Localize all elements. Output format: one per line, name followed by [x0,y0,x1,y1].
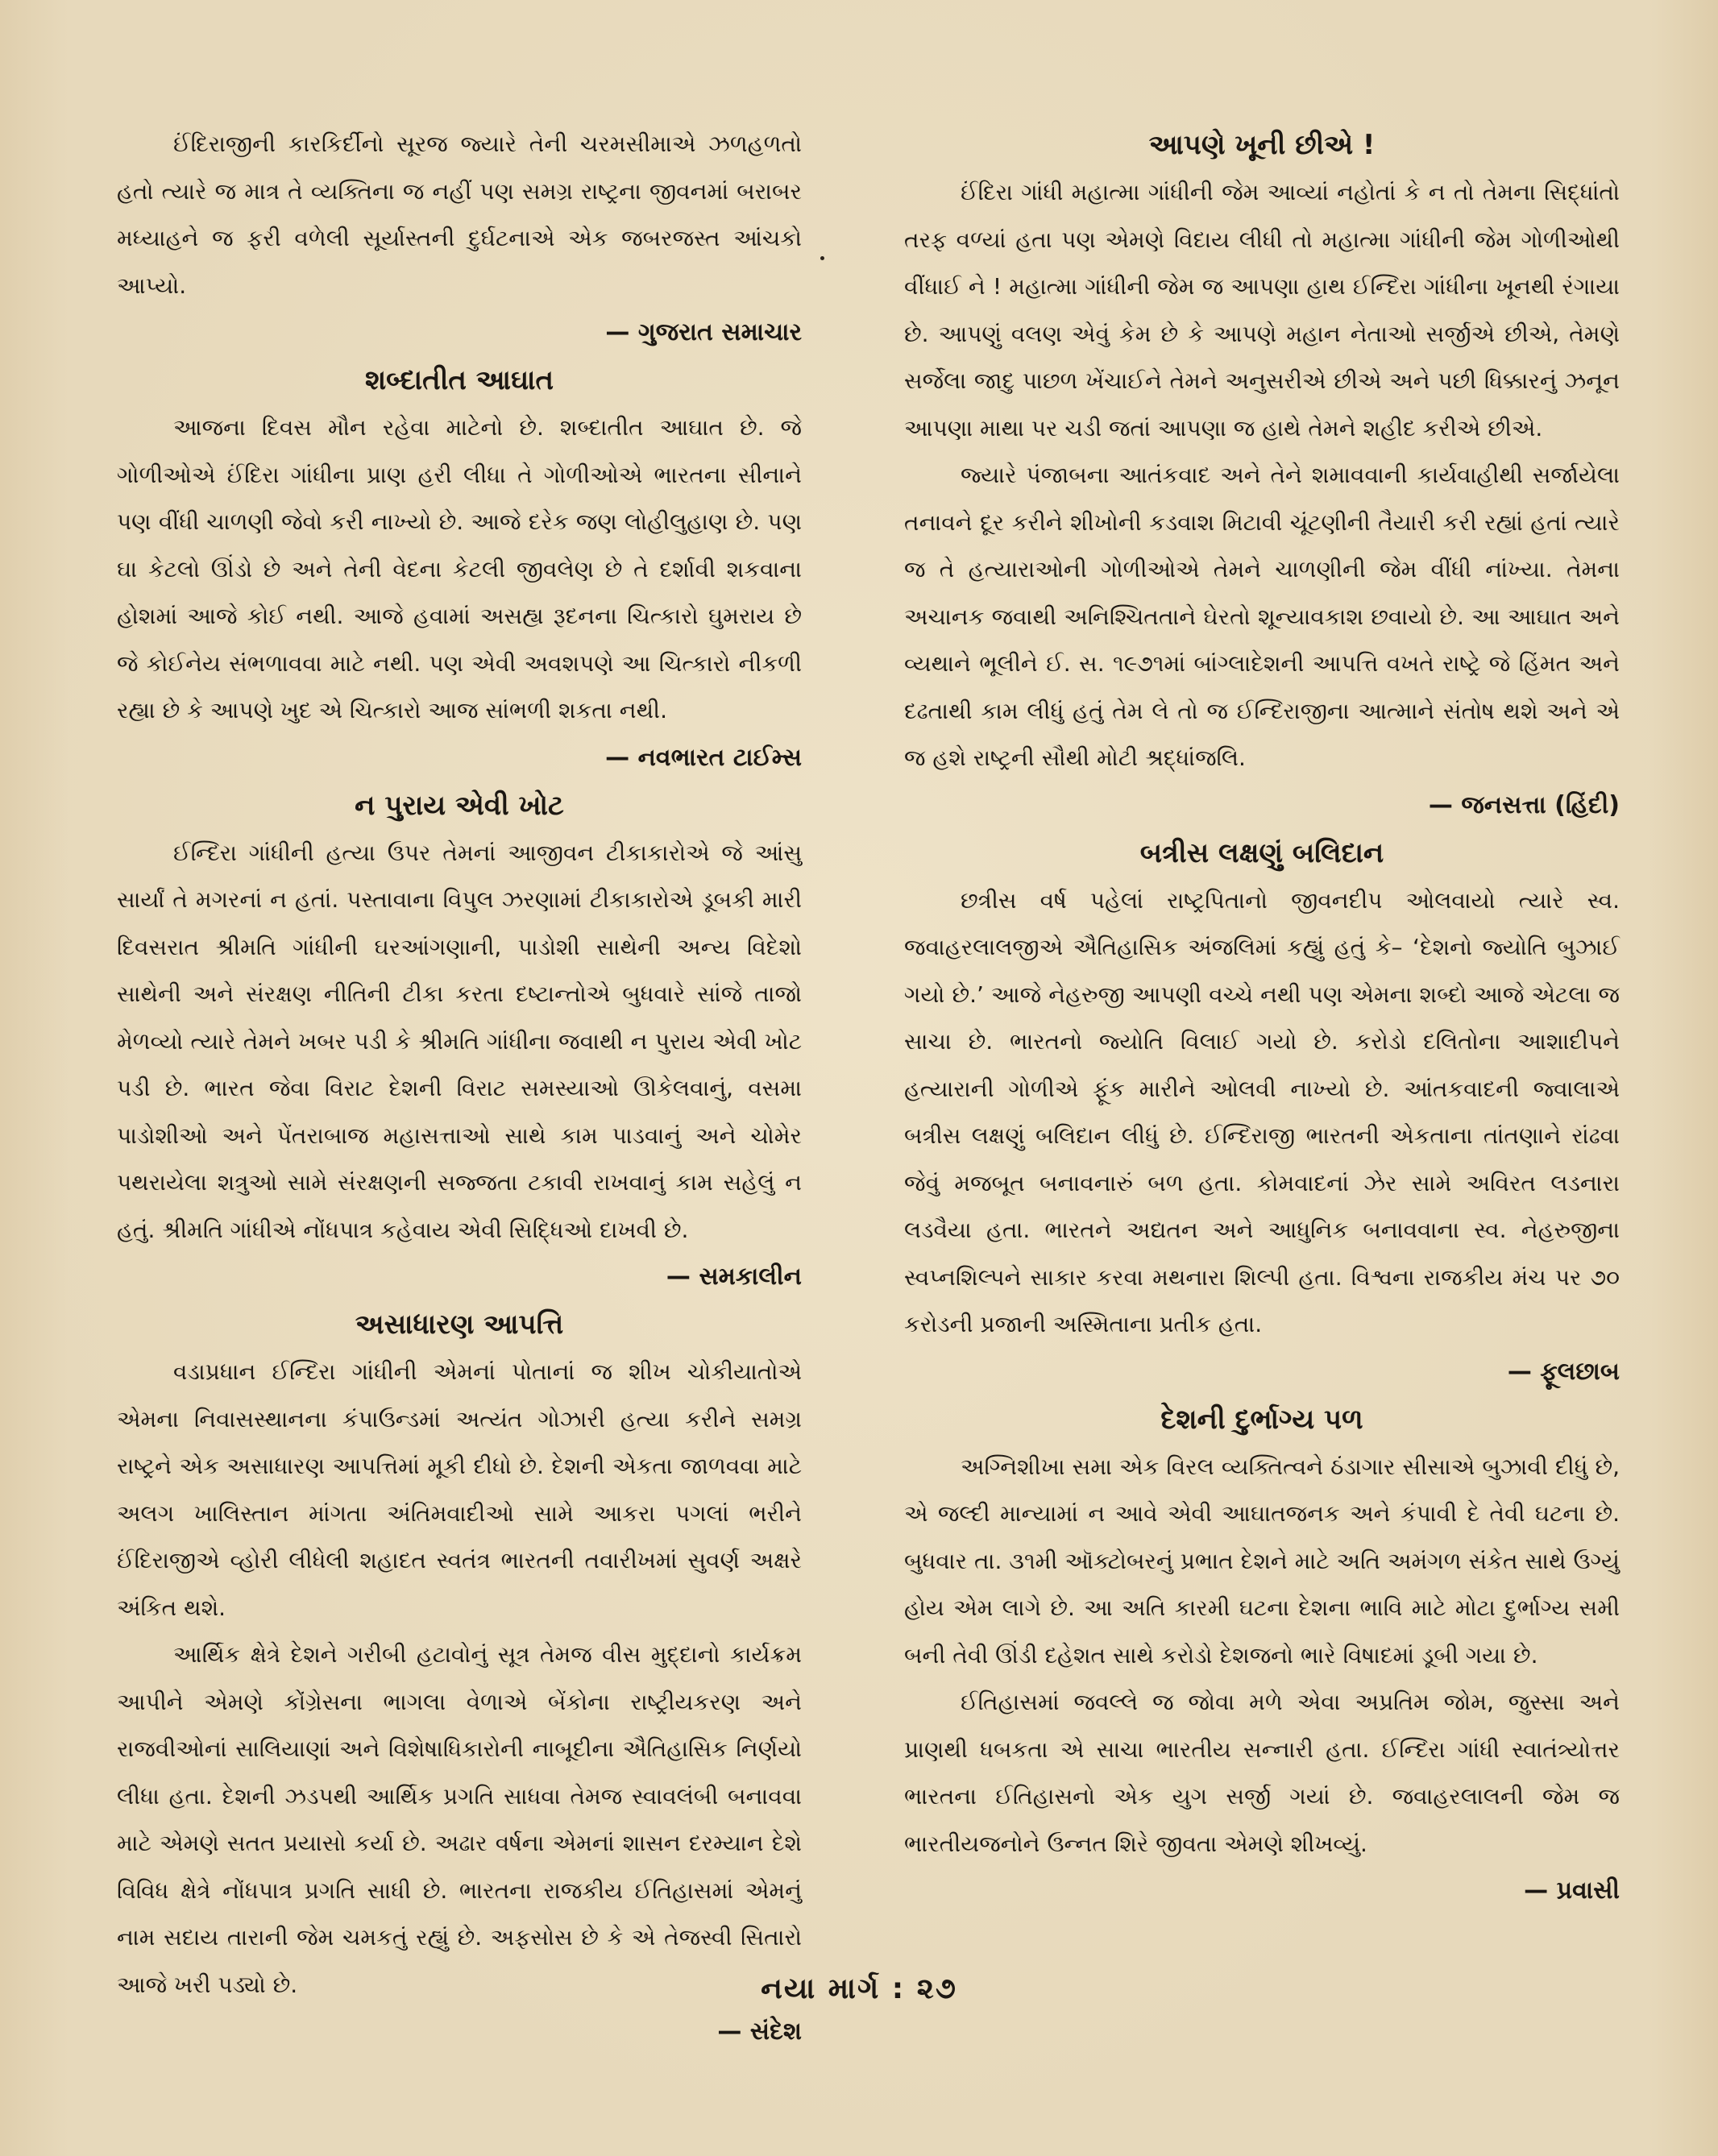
section-heading: ન પુરાય એવી ખોટ [355,789,564,822]
section-heading: બત્રીસ લક્ષણું બલિદાન [1139,836,1384,869]
article-source: — જનસત્તા (હિંદી) [1428,790,1620,819]
article-paragraph: અગ્નિશીખા સમા એક વિરલ વ્યક્તિત્વને ઠંડાગાર સીસાએ બુઝાવી દીધું છે, એ જલ્દી માન્યામાં ન આવે એવી આઘાતજનક અને કંપાવી દે તેવી ઘટના છે. બુધવાર તા. ૩૧મી ઑક્ટોબરનું પ્રભાત દેશને માટે અતિ અમંગળ સંકેત સાથે ઉગ્યું હોય એમ લાગે છે. આ અતિ કારમી ઘટના દેશના ભાવિ માટે મોટા દુર્ભાગ્ય સમી બની તેવી ઊંડી દહેશત સાથે કરોડો દેશજનો ભારે વિષાદમાં ડૂબી ગયા છે. [904,1453,1620,1669]
article-paragraph: ઈંદિરા ગાંધી મહાત્મા ગાંધીની જેમ આવ્યાં નહોતાં કે ન તો તેમના સિદ્ધાંતો તરફ વળ્યાં હતા પણ એમણે વિદાય લીધી તો મહાત્મા ગાંધીની જેમ ગોળીઓથી વીંધાઈ ને ! મહાત્મા ગાંધીની જેમ જ આપણા હાથ ઈન્દિરા ગાંધીના ખૂનથી રંગાયા છે. આપણું વલણ એવું કેમ છે કે આપણે મહાન નેતાઓ સર્જીએ છીએ, તેમણે સર્જેલા જાદુ પાછળ ખેંચાઈને તેમને અનુસરીએ છીએ અને પછી ધિક્કારનું ઝનૂન આપણા માથા પર ચડી જતાં આપણા જ હાથે તેમને શહીદ કરીએ છીએ. [904,179,1620,442]
section-heading: અસાધારણ આપત્તિ [355,1308,564,1341]
article-paragraph: ઈન્દિરા ગાંધીની હત્યા ઉપર તેમનાં આજીવન ટીકાકારોએ જે આંસુ સાર્યાં તે મગરનાં ન હતાં. પસ્તાવાના વિપુલ ઝરણામાં ટીકાકારોએ ડૂબકી મારી દિવસરાત શ્રીમતિ ગાંધીની ઘરઆંગણાની, પાડોશી સાથેની અન્ય વિદેશો સાથેની અને સંરક્ષણ નીતિની ટીકા કરતા દષ્ટાન્તોએ બુધવારે સાંજે તાજો મેળવ્યો ત્યારે તેમને ખબર પડી કે શ્રીમતિ ગાંધીના જવાથી ન પુરાય એવી ખોટ પડી છે. ભારત જેવા વિરાટ દેશની વિરાટ સમસ્યાઓ ઊકેલવાનું, વસમા પાડોશીઓ અને પેંતરાબાજ મહાસત્તાઓ સાથે કામ પાડવાનું અને ચોમેર પથરાયેલા શત્રુઓ સામે સંરક્ષણની સજ્જતા ટકાવી રાખવાનું કામ સહેલું ન હતું. શ્રીમતિ ગાંધીએ નોંધપાત્ર કહેવાય એવી સિદ્ધિઓ દાખવી છે. [117,839,802,1243]
page-footer: નયા માર્ગ : ૨૭ [761,1972,957,2005]
ink-dot [820,256,824,260]
article-paragraph: આર્થિક ક્ષેત્રે દેશને ગરીબી હટાવોનું સૂત્ર તેમજ વીસ મુદ્દાનો કાર્યક્રમ આપીને એમણે કોંગ્રેસના ભાગલા વેળાએ બેંકોના રાષ્ટ્રીયકરણ અને રાજવીઓનાં સાલિયાણાં અને વિશેષાધિકારોની નાબૂદીના ઐતિહાસિક નિર્ણયો લીધા હતા. દેશની ઝડપથી આર્થિક પ્રગતિ સાધવા તેમજ સ્વાવલંબી બનાવવા માટે એમણે સતત પ્રયાસો કર્યા છે. અઢાર વર્ષના એમનાં શાસન દરમ્યાન દેશે વિવિધ ક્ષેત્રે નોંધપાત્ર પ્રગતિ સાધી છે. ભારતના રાજકીય ઈતિહાસમાં એમનું નામ સદાય તારાની જેમ ચમકતું રહ્યું છે. અફસોસ છે કે એ તેજસ્વી સિતારો આજે ખરી પડ્યો છે. [117,1641,802,1998]
article-source: — સંદેશ [717,2017,802,2046]
article-paragraph: છત્રીસ વર્ષ પહેલાં રાષ્ટ્રપિતાનો જીવનદીપ ઓલવાયો ત્યારે સ્વ. જવાહરલાલજીએ ઐતિહાસિક અંજલિમાં કહ્યું હતું કે– ‘દેશનો જ્યોતિ બુઝાઈ ગયો છે.’ આજે નેહરુજી આપણી વચ્ચે નથી પણ એમના શબ્દો આજે એટલા જ સાચા છે. ભારતનો જ્યોતિ વિલાઈ ગયો છે. કરોડો દલિતોના આશાદીપને હત્યારાની ગોળીએ ફૂંક મારીને ઓલવી નાખ્યો છે. આંતકવાદની જ્વાલાએ બત્રીસ લક્ષણું બલિદાન લીધું છે. ઈન્દિરાજી ભારતની એકતાના તાંતણાને રાંઢવા જેવું મજબૂત બનાવનારું બળ હતા. કોમવાદનાં ઝેર સામે અવિરત લડનારા લડવૈયા હતા. ભારતને અદ્યતન અને આધુનિક બનાવવાના સ્વ. નેહરુજીના સ્વપ્નશિલ્પને સાકાર કરવા મથનારા શિલ્પી હતા. વિશ્વના રાજકીય મંચ પર ૭૦ કરોડની પ્રજાની અસ્મિતાના પ્રતીક હતા. [904,886,1620,1337]
intro-paragraph: ઈંદિરાજીની કારકિર્દીનો સૂરજ જ્યારે તેની ચરમસીમાએ ઝળહળતો હતો ત્યારે જ માત્ર તે વ્યક્તિના જ નહીં પણ સમગ્ર રાષ્ટ્રના જીવનમાં બરાબર મધ્યાહને જ ફરી વળેલી સૂર્યાસ્તની દુર્ઘટનાએ એક જબરજસ્ત આંચકો આપ્યો. [117,131,802,299]
article-paragraph: જ્યારે પંજાબના આતંકવાદ અને તેને શમાવવાની કાર્યવાહીથી સર્જાયેલા તનાવને દૂર કરીને શીખોની કડવાશ મિટાવી ચૂંટણીની તૈયારી કરી રહ્યાં હતાં ત્યારે જ તે હત્યારાઓની ગોળીઓએ તેમને ચાળણીની જેમ વીંધી નાંખ્યા. તેમના અચાનક જવાથી અનિશ્ચિતતાને ઘેરતો શૂન્યાવકાશ છવાયો છે. આ આઘાત અને વ્યથાને ભૂલીને ઈ. સ. ૧૯૭૧માં બાંગ્લાદેશની આપત્તિ વખતે રાષ્ટ્રે જે હિંમત અને દઢતાથી કામ લીધું હતું તેમ લે તો જ ઈન્દિરાજીના આત્માને સંતોષ થશે અને એ જ હશે રાષ્ટ્રની સૌથી મોટી શ્રદ્ધાંજલિ. [904,462,1620,771]
article-paragraph: આજના દિવસ મૌન રહેવા માટેનો છે. શબ્દાતીત આઘાત છે. જે ગોળીઓએ ઈંદિરા ગાંધીના પ્રાણ હરી લીધા તે ગોળીઓએ ભારતના સીનાને પણ વીંધી ચાળણી જેવો કરી નાખ્યો છે. આજે દરેક જણ લોહીલુહાણ છે. પણ ઘા કેટલો ઊંડો છે અને તેની વેદના કેટલી જીવલેણ છે તે દર્શાવી શકવાના હોશમાં આજે કોઈ નથી. આજે હવામાં અસહ્ય રૂદનના ચિત્કારો ઘુમરાય છે જે કોઈનેય સંભળાવવા માટે નથી. પણ એવી અવશપણે આ ચિત્કારો નીકળી રહ્યા છે કે આપણે ખુદ એ ચિત્કારો આજ સાંભળી શકતા નથી. [117,414,802,724]
article-source: — સમકાલીન [666,1263,802,1291]
section-heading: આપણે ખૂની છીએ ! [1148,129,1376,161]
section-heading: શબ્દાતીત આઘાત [364,364,554,396]
article-source: — નવભારત ટાઈમ્સ [605,743,802,772]
article-paragraph: વડાપ્રધાન ઈન્દિરા ગાંધીની એમનાં પોતાનાં જ શીખ ચોકીયાતોએ એમના નિવાસસ્થાનના કંપાઉન્ડમાં અત્યંત ગોઝારી હત્યા કરીને સમગ્ર રાષ્ટ્રને એક અસાધારણ આપત્તિમાં મૂકી દીધો છે. દેશની એકતા જાળવવા માટે અલગ ખાલિસ્તાન માંગતા અંતિમવાદીઓ સામે આકરા પગલાં ભરીને ઈંદિરાજીએ વ્હોરી લીધેલી શહાદત સ્વતંત્ર ભારતની તવારીખમાં સુવર્ણ અક્ષરે અંકિત થશે. [117,1358,802,1621]
article-paragraph: ઈતિહાસમાં જવલ્લે જ જોવા મળે એવા અપ્રતિમ જોમ, જુસ્સા અને પ્રાણથી ધબકતા એ સાચા ભારતીય સન્નારી હતા. ઈન્દિરા ગાંધી સ્વાતંત્ર્યોત્તર ભારતના ઈતિહાસનો એક યુગ સર્જી ગયાં છે. જવાહરલાલની જેમ જ ભારતીયજનોને ઉન્નત શિરે જીવતા એમણે શીખવ્યું. [904,1689,1620,1857]
article-source: — પ્રવાસી [1524,1876,1620,1905]
right-column [904,121,1620,1914]
section-heading: દેશની દુર્ભાગ્ય પળ [1160,1403,1363,1436]
intro-source: — ગુજરાત સમાચાર [605,318,802,346]
left-column [117,121,802,2055]
article-source: — ફૂલછાબ [1507,1357,1620,1386]
